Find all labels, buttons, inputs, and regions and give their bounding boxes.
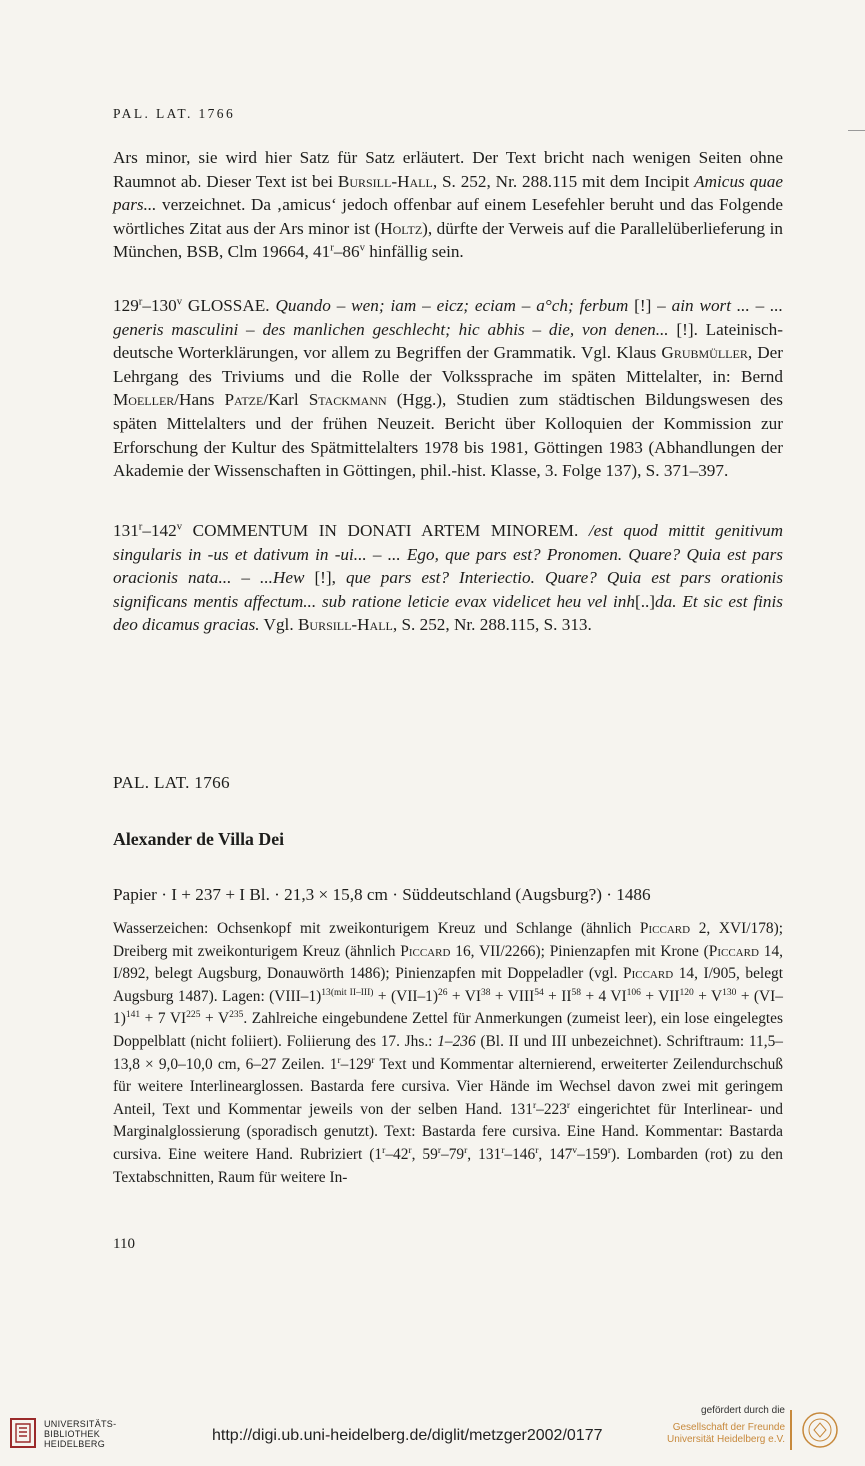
author-name: Stackmann [308,390,387,410]
text-run: 16, VII/2266); Pinienzapfen mit Krone ( [450,942,709,960]
text-run: + V [693,987,723,1005]
text-run: eingerichtet für Interlinear- und Marginalglossierung (sporadisch genutzt). Text: Bastarda fere cursiva. Eine Hand. Kommentar: Bastarda cursiva. Eine weitere Hand. Rubriziert (1 [113,1100,783,1163]
text-run: + VI [447,987,481,1005]
text-run: + (VII–1) [373,987,438,1005]
paragraph-ars-minor [113,146,783,264]
quotation: Quando – wen; iam – eicz; eciam – a°ch; ferbum [275,296,629,315]
superscript: 120 [679,986,694,998]
text-run: , S. 252, Nr. 288.115 mit dem Incipit [432,171,695,191]
text-run: Text und Kommentar alternierend, erweiterter Zeilendurchschuß für weitere Interlinearglossen. Bastarda fere cursiva. Vier Hände im Wechsel davon zwei mit geringem Anteil, Text und Kommentar jeweils von der selben Hand. 131 [113,1055,783,1118]
physical-description: Papier · I + 237 + I Bl. · 21,3 × 15,8 cm · Süddeutschland (Augsburg?) · 1486 [113,885,651,904]
page-number: 110 [113,1236,135,1252]
text-run: –142 [142,521,177,540]
text-run: –42 [385,1145,409,1163]
superscript: r [535,1145,539,1157]
text-run: + II [543,987,572,1005]
library-emblem-icon [10,1418,36,1448]
author-name: Piccard [639,920,691,937]
work-title: Alexander de Villa Dei [113,829,285,849]
text-run: , 147 [538,1145,573,1163]
text-run: /Hans [174,390,225,410]
paragraph-glossae [113,294,783,483]
superscript: r [337,1054,341,1066]
text-run: ). Lombarden (rot) zu den Textabschnitten, Raum für weitere In- [113,1145,783,1186]
text-run: + 7 VI [140,1010,187,1028]
text-run: [..] [634,591,656,611]
text-run: 131 [113,521,139,540]
author-name: Moeller [113,390,175,410]
superscript: r [566,1099,571,1111]
text-run: 14, I/905, belegt Augsburg 1487). Lagen: (VIII–1) [113,965,783,1005]
superscript: r [408,1145,412,1157]
text-run: (Bl. II und III unbezeichnet). Schriftraum: 11,5–13,8 × 9,0–10,0 cm, 6–27 Zeilen. 1 [113,1032,783,1073]
superscript: r [382,1145,386,1157]
text-run: hinfällig sein. [364,242,464,262]
text-run: (Hgg.), Studien zum städtischen Bildungswesen des späten Mittelalters und der frühen Neuzeit. Bericht über Kolloquien der Kommission zur Erforschung der Kultur des Spätmittelalters 1978 bis 1981, Göttingen 1983 (Abhandlungen der Akademie der Wissenschaften in Göttingen, phil.-hist. Klasse, 3. Folge 137), S. 371–397. [113,390,783,481]
running-head: PAL. LAT. 1766 [113,106,236,121]
superscript: v [176,521,183,533]
funder-seal-icon [800,1410,840,1450]
text-run: –159 [577,1145,608,1163]
funder-name-line: Universität Heidelberg e.V. [666,1434,785,1445]
superscript: r [138,521,143,533]
superscript: 225 [186,1009,201,1021]
quotation: que pars est? Interiectio. Quare? Quia est pars orationis significans mentis affectum... sub ratione leticie evax videlicet heu vel inh [113,568,784,611]
superscript: 58 [571,986,582,998]
library-name-line: BIBLIOTHEK [44,1429,101,1439]
text-run: , Der Lehrgang des Triviums und die Rolle der Volkssprache im späten Mittelalter, in: Bernd [113,343,784,386]
superscript: 130 [722,986,737,998]
superscript: r [501,1145,505,1157]
text-run: 14, I/892, belegt Augsburg, Donauwörth 1486); Pinienzapfen mit Doppeladler (vgl. [113,942,784,983]
superscript: 13(mit II–III) [321,986,374,998]
text-run: 129 [113,296,139,315]
quotation: ain wort ... – ... generis masculini – des manlichen geschlecht; hic abhis – die, von denen... [113,296,784,339]
funder-divider [790,1410,792,1450]
superscript: 235 [229,1009,244,1021]
library-name-line: UNIVERSITÄTS- [44,1419,117,1429]
codicological-description [113,918,783,1189]
incipit: Amicus quae pars... [113,171,784,215]
text-run: , S. 252, Nr. 288.115, S. 313. [392,615,592,635]
text-run: –146 [504,1145,536,1163]
shelfmark: PAL. LAT. 1766 [113,773,230,792]
permalink-url[interactable]: http://digi.ub.uni-heidelberg.de/diglit/metzger2002/0177 [212,1427,603,1444]
superscript: 141 [125,1009,141,1021]
superscript: r [371,1054,375,1066]
text-run: –223 [536,1100,567,1118]
text-run: Ars minor, sie wird hier Satz für Satz erläutert. Der Text bricht nach wenigen Seiten ohne Raumnot ab. Dieser Text ist bei [113,148,783,191]
text-run: . Zahlreiche eingebundene Zettel für Anmerkungen (zumeist leer), ein lose eingelegtes Doppelblatt (nicht foliiert). Foliierung des 17. Jhs.: [113,1010,783,1050]
text-run: ), dürfte der Verweis auf die Parallelüberlieferung in München, BSB, Clm 19664, 41 [113,218,783,262]
paragraph-commentum [113,519,783,637]
library-name [44,1419,116,1449]
superscript: 26 [437,986,448,998]
text-run: –130 [142,296,177,315]
superscript: r [607,1145,612,1157]
library-logo[interactable] [10,1418,115,1450]
text-run: –86 [333,242,360,262]
superscript: r [138,296,143,308]
superscript: v [572,1145,578,1157]
superscript: r [437,1145,442,1157]
text-run: 2, XVI/178); Dreiberg mit zweikonturigem Kreuz (ähnlich [113,920,783,960]
author-name: Grubmüller [661,343,748,363]
text-run: GLOSSAE. [182,296,276,315]
author-name: Piccard [400,942,451,960]
author-name: Piccard [623,965,674,983]
foliation-range: 1–236 [437,1032,476,1050]
author-name: Patze [224,390,264,410]
text-run: [!], [304,568,346,588]
text-run: verzeichnet. Da ‚amicus‘ jedoch offenbar auf einem Lesefehler beruht und das Folgende wörtliches Zitat aus der Ars minor ist ( [113,195,783,238]
page-edge-mark [848,130,865,131]
superscript: r [464,1145,468,1157]
text-run: , 59 [411,1145,438,1163]
author-name: Piccard [708,942,759,960]
superscript: r [330,242,334,254]
text-run: + VII [640,987,680,1005]
superscript: 106 [626,986,641,998]
superscript: 54 [534,986,544,998]
text-run: Wasserzeichen: Ochsenkopf mit zweikonturigem Kreuz und Schlange (ähnlich [113,920,640,937]
text-run: , 131 [467,1145,502,1163]
funded-label: gefördert durch die [701,1405,785,1416]
superscript: r [532,1099,537,1111]
text-run: + (VI–1) [113,987,783,1028]
text-run: + VIII [490,987,535,1005]
author-name: Bursill-Hall [337,171,433,191]
text-run: –129 [340,1055,372,1073]
text-run: COMMENTUM IN DONATI ARTEM MINOREM. [182,521,589,540]
funder-credit [665,1405,785,1446]
text-run: + V [200,1010,230,1028]
funder-name-line: Gesellschaft der Freunde [672,1422,785,1433]
author-name: Holtz [380,218,423,238]
text-run: –79 [441,1145,465,1163]
superscript: 38 [480,986,491,998]
author-name: Bursill-Hall [297,615,393,635]
superscript: v [176,296,183,308]
superscript: v [359,242,365,254]
text-run: [!]. Lateinisch-deutsche Worterklärungen, vor allem zu Begriffen der Grammatik. Vgl. Klaus [113,319,783,363]
quotation: da. Et sic est finis deo dicamus gracias. [113,591,783,635]
text-run: Vgl. [259,615,298,635]
text-run: /Karl [263,390,309,410]
text-run: [!] – [628,296,672,315]
library-name-line: HEIDELBERG [44,1439,106,1449]
text-run: + 4 VI [581,987,627,1005]
funder-name [665,1422,785,1446]
quotation: /est quod mittit genitivum singularis in -us et dativum in -ui... – ... Ego, que pars est? Pronomen. Quare? Quia est pars oracionis nata... – ...Hew [113,521,783,588]
